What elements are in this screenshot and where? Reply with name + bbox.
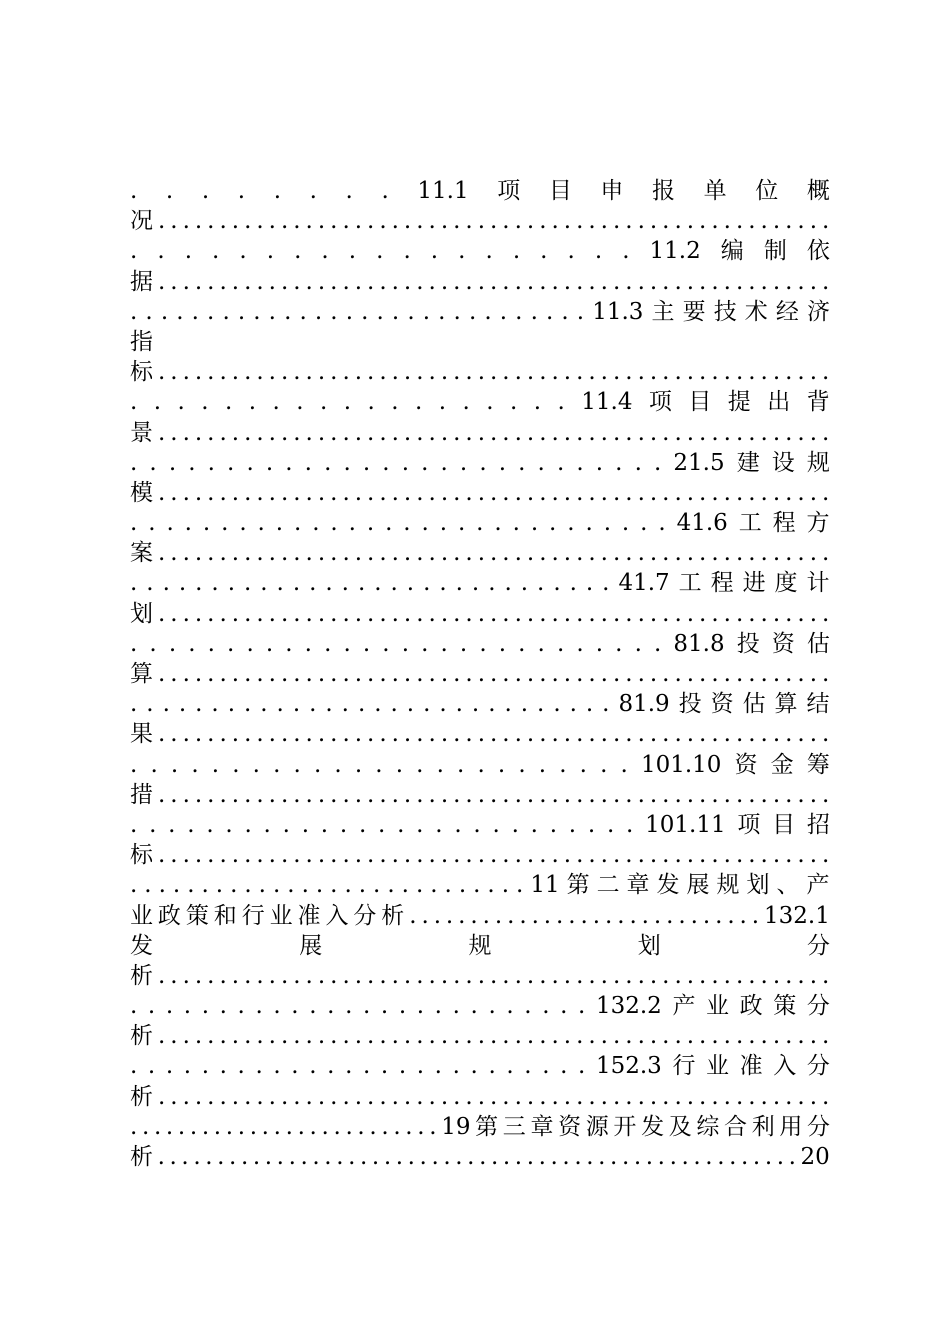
toc-line: . . . . . . . . . . . . . . . . . . . . . . . . . . . . 11 第 二 章 发 展 规 划 、 产 (130, 872, 830, 899)
toc-line: . . . . . . . . . . . . . . . . . . . 11.4 项 目 提 出 背 (130, 389, 830, 416)
toc-line: 措 . . . . . . . . . . . . . . . . . . . . . . . . . . . . . . . . . . . . . . . . . . . . . . . . . . . . . . . (130, 781, 830, 808)
toc-line: . . . . . . . . . . . . . . . . . . . . . . . . . . . . . . 11.3 主 要 技 术 经 济 (130, 298, 830, 325)
toc-line: 果 . . . . . . . . . . . . . . . . . . . . . . . . . . . . . . . . . . . . . . . . . . . . . . . . . . . . . . . (130, 721, 830, 748)
toc-line: . . . . . . . . 11.1 项 目 申 报 单 位 概 (130, 178, 830, 204)
toc-line: 标 . . . . . . . . . . . . . . . . . . . . . . . . . . . . . . . . . . . . . . . . . . . . . . . . . . . . . . . (130, 842, 830, 869)
toc-line: 况 . . . . . . . . . . . . . . . . . . . . . . . . . . . . . . . . . . . . . . . . . . . . . . . . . . . . . . . (130, 208, 830, 235)
toc-line: . . . . . . . . . . . . . . . . . . . . . . . . . . . . 21.5 建 设 规 (130, 449, 830, 476)
toc-line: . . . . . . . . . . . . . . . . . . . . . . . . . . 132.2 产 业 政 策 分 (130, 993, 830, 1020)
toc-line: 划 . . . . . . . . . . . . . . . . . . . . . . . . . . . . . . . . . . . . . . . . . . . . . . . . . . . . . . . (130, 600, 830, 627)
toc-line: 景 . . . . . . . . . . . . . . . . . . . . . . . . . . . . . . . . . . . . . . . . . . . . . . . . . . . . . . . (130, 419, 830, 446)
toc-line: . . . . . . . . . . . . . . . . . . . . . . . . . . 152.3 行 业 准 入 分 (130, 1053, 830, 1080)
table-of-contents (130, 176, 830, 1172)
toc-line: 算 . . . . . . . . . . . . . . . . . . . . . . . . . . . . . . . . . . . . . . . . . . . . . . . . . . . . . . . (130, 661, 830, 687)
toc-line: . . . . . . . . . . . . . . . . . . . . . . . . . . . . 81.8 投 资 估 (130, 630, 830, 657)
toc-line: . . . . . . . . . . . . . . . . . . . 11.2 编 制 依 (130, 238, 830, 265)
toc-line: 发 展 规 划 分 (130, 932, 830, 959)
toc-line: . . . . . . . . . . . . . . . . . . . . . . . . . . 19 第 三 章 资 源 开 发 及 综 合 利 用 分 (130, 1113, 830, 1140)
toc-line: 据 . . . . . . . . . . . . . . . . . . . . . . . . . . . . . . . . . . . . . . . . . . . . . . . . . . . . . . . (130, 268, 830, 295)
toc-line: 模 . . . . . . . . . . . . . . . . . . . . . . . . . . . . . . . . . . . . . . . . . . . . . . . . . . . . . . . (130, 479, 830, 506)
toc-line: . . . . . . . . . . . . . . . . . . . . . . . . . 101.10 资 金 筹 (130, 751, 830, 778)
toc-line: 业 政 策 和 行 业 准 入 分 析 . . . . . . . . . . . . . . . . . . . . . . . . . . . . . 132.1 (130, 902, 830, 929)
toc-line: 指 (130, 328, 153, 355)
toc-line: 析 . . . . . . . . . . . . . . . . . . . . . . . . . . . . . . . . . . . . . . . . . . . . . . . . . . . . . . 20 (130, 1144, 830, 1170)
toc-line: 析 . . . . . . . . . . . . . . . . . . . . . . . . . . . . . . . . . . . . . . . . . . . . . . . . . . . . . . . (130, 1083, 830, 1110)
toc-line: 析 . . . . . . . . . . . . . . . . . . . . . . . . . . . . . . . . . . . . . . . . . . . . . . . . . . . . . . . (130, 962, 830, 989)
toc-line: . . . . . . . . . . . . . . . . . . . . . . . . . . . . . . 41.6 工 程 方 (130, 510, 830, 537)
toc-line: . . . . . . . . . . . . . . . . . . . . . . . . . . . . . . 41.7 工 程 进 度 计 (130, 570, 830, 597)
toc-line: 析 . . . . . . . . . . . . . . . . . . . . . . . . . . . . . . . . . . . . . . . . . . . . . . . . . . . . . . . (130, 1023, 830, 1050)
toc-line: . . . . . . . . . . . . . . . . . . . . . . . . . . . . . . 81.9 投 资 估 算 结 (130, 691, 830, 718)
toc-line: 标 . . . . . . . . . . . . . . . . . . . . . . . . . . . . . . . . . . . . . . . . . . . . . . . . . . . . . . . (130, 359, 830, 386)
toc-line: 案 . . . . . . . . . . . . . . . . . . . . . . . . . . . . . . . . . . . . . . . . . . . . . . . . . . . . . . . (130, 540, 830, 567)
toc-line: . . . . . . . . . . . . . . . . . . . . . . . . . . . 101.11 项 目 招 (130, 811, 830, 838)
